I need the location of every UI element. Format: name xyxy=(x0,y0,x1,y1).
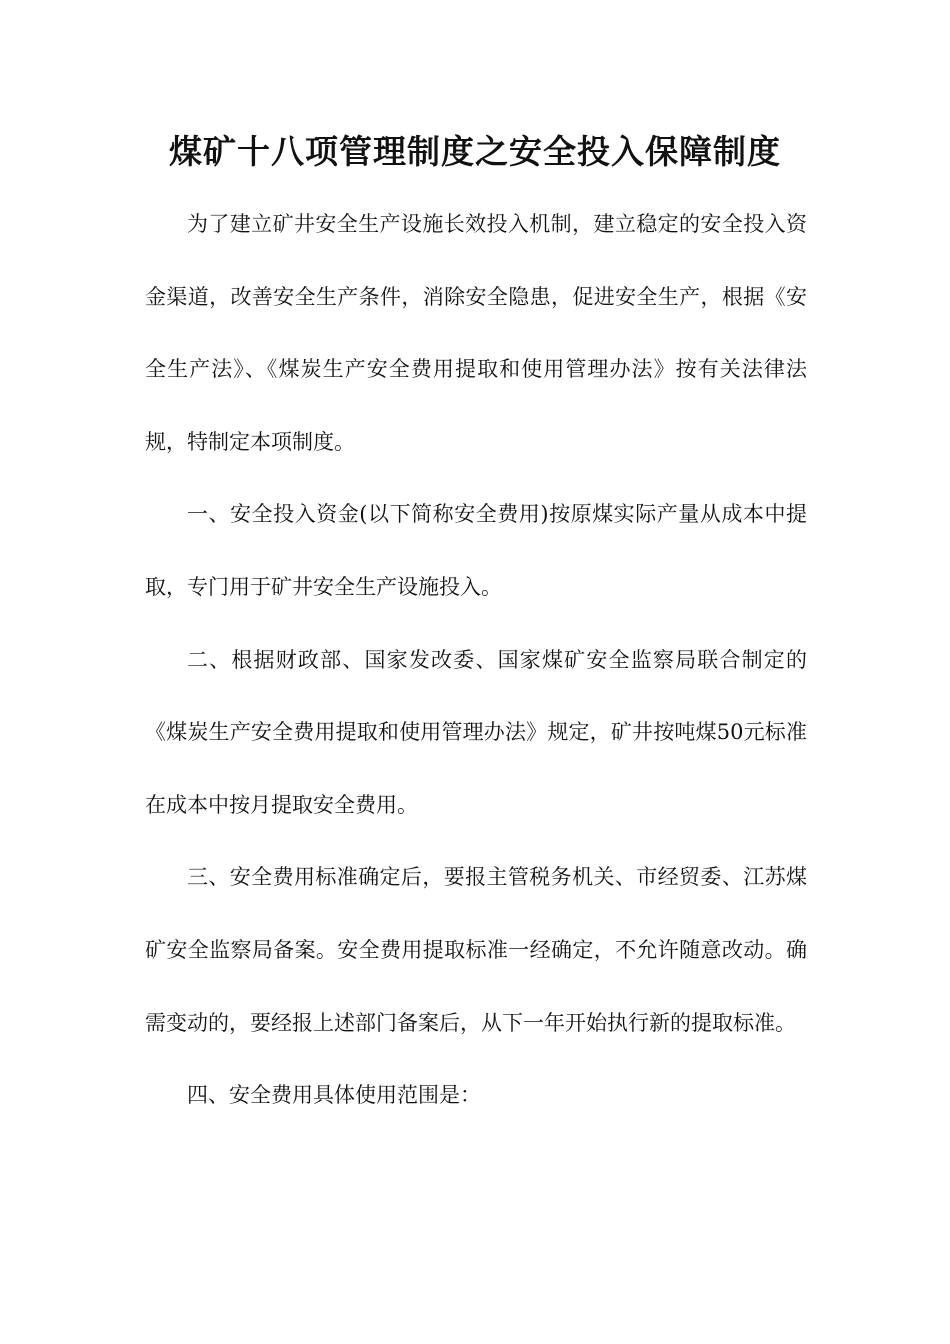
paragraph-item-3: 三、安全费用标准确定后，要报主管税务机关、市经贸委、江苏煤矿安全监察局备案。安全费用提取标准一经确定，不允许随意改动。确需变动的，要经报上述部门备案后，从下一年开始执行新的提取标准。 xyxy=(145,865,807,1035)
paragraph-item-1: 一、安全投入资金(以下简称安全费用)按原煤实际产量从成本中提取，专门用于矿井安全生产设施投入。 xyxy=(145,502,807,599)
paragraph-item-4: 四、安全费用具体使用范围是： xyxy=(187,1083,481,1108)
document-body xyxy=(145,188,807,1132)
paragraph-intro: 为了建立矿井安全生产设施长效投入机制，建立稳定的安全投入资金渠道，改善安全生产条件，消除安全隐患，促进安全生产，根据《安全生产法》、《煤炭生产安全费用提取和使用管理办法》按有关法律法规，特制定本项制度。 xyxy=(145,212,807,454)
document-title: 煤矿十八项管理制度之安全投入保障制度 xyxy=(169,132,781,171)
paragraph-item-2: 二、根据财政部、国家发改委、国家煤矿安全监察局联合制定的《煤炭生产安全费用提取和使用管理办法》规定，矿井按吨煤50元标准在成本中按月提取安全费用。 xyxy=(145,647,807,817)
